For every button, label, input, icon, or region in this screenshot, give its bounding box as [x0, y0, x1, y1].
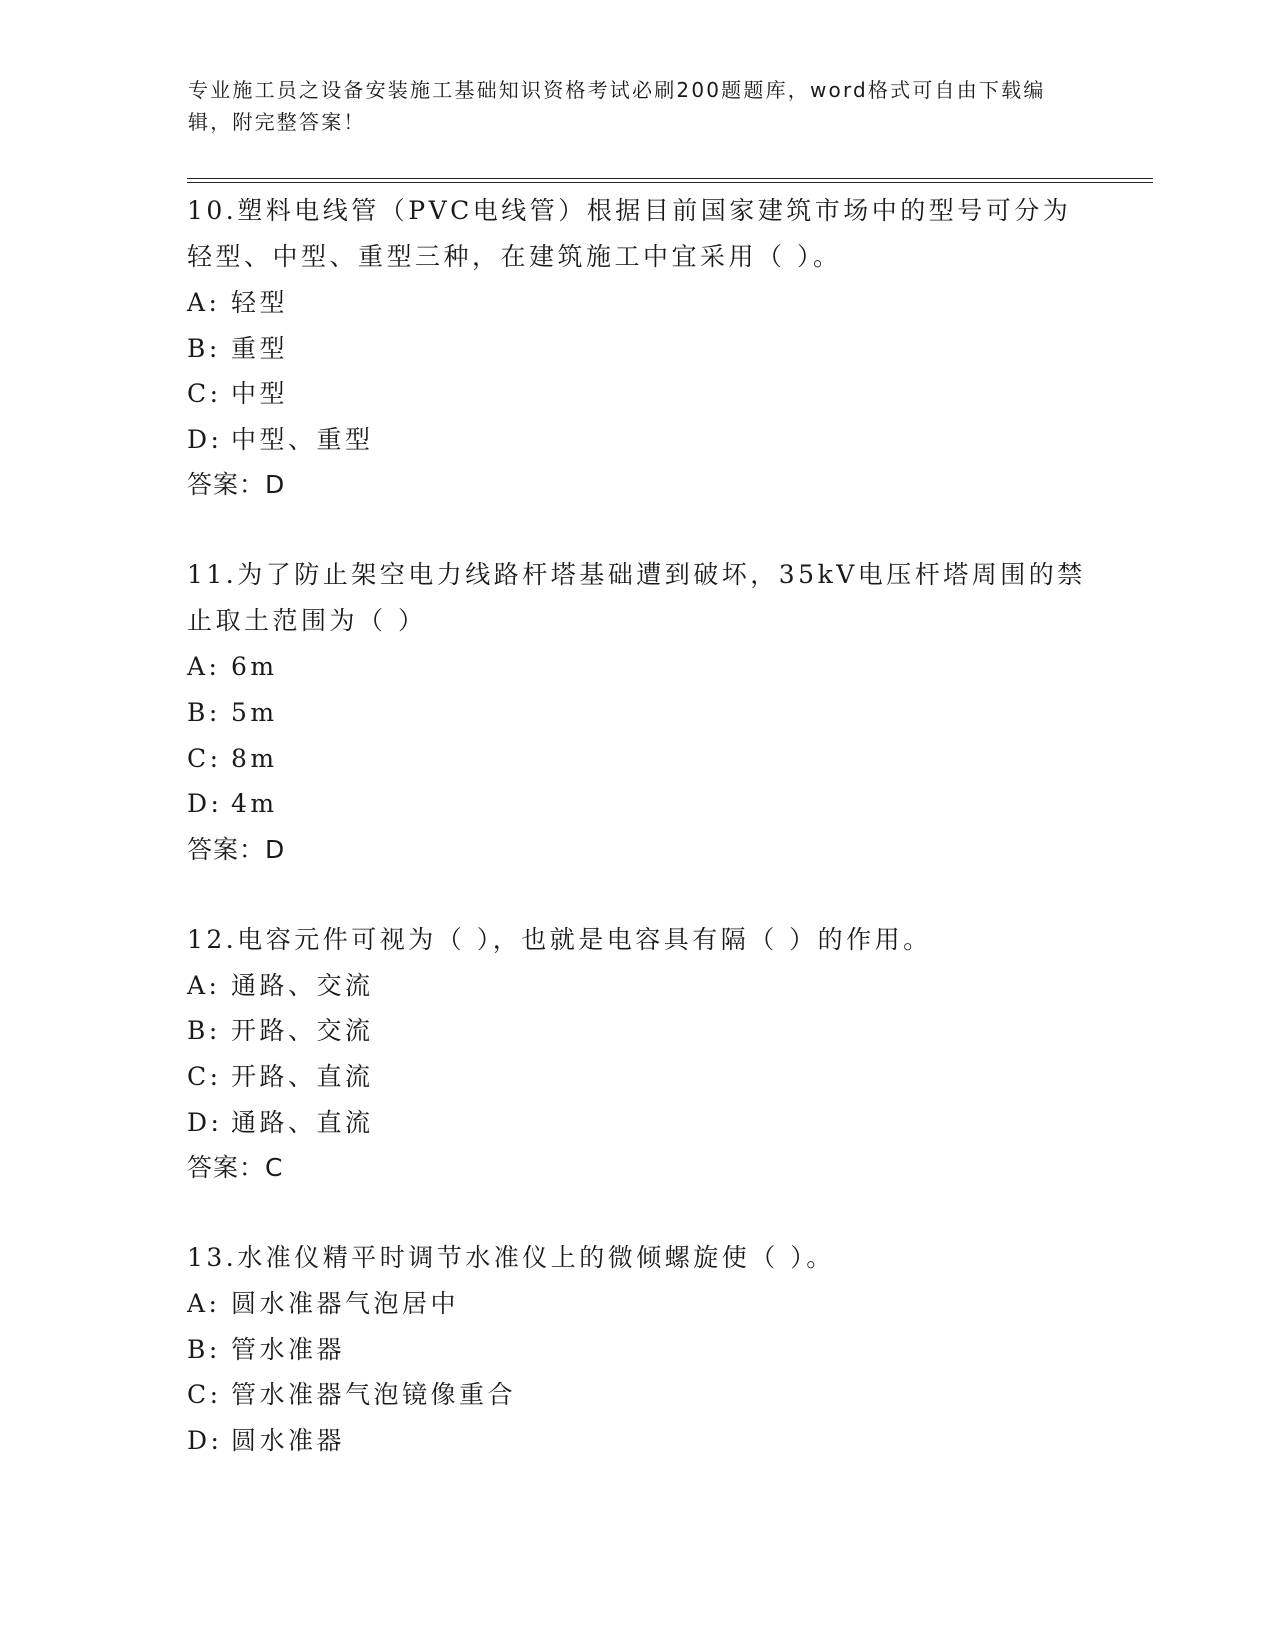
- option-a: [187, 1281, 1087, 1327]
- question-13: [187, 1235, 1087, 1463]
- header-divider-bottom: [187, 182, 1153, 183]
- option-c: [187, 1054, 1087, 1100]
- header-divider-top: [187, 178, 1153, 179]
- option-key: A:: [187, 970, 221, 1000]
- option-text: 开路、直流: [231, 1061, 374, 1091]
- option-d: [187, 1100, 1087, 1146]
- option-b: [187, 1008, 1087, 1054]
- question-stem: 12.电容元件可视为（ ），也就是电容具有隔（ ）的作用。: [187, 924, 932, 954]
- option-a: [187, 280, 1087, 326]
- question-11: [187, 552, 1087, 872]
- option-key: C:: [187, 379, 222, 409]
- option-text: 4m: [231, 789, 278, 819]
- option-key: B:: [187, 1334, 221, 1364]
- spacer: [187, 873, 1087, 917]
- option-text: 圆水准器: [231, 1425, 346, 1455]
- option-text: 中型: [231, 379, 289, 409]
- option-key: B:: [187, 1016, 221, 1046]
- document-header: 专业施工员之设备安装施工基础知识资格考试必刷200题题库，word格式可自由下载编辑，附完整答案！: [188, 78, 1046, 134]
- option-d: [187, 1418, 1087, 1464]
- question-10: [187, 188, 1087, 508]
- option-key: D:: [187, 1107, 223, 1137]
- option-d: [187, 417, 1087, 463]
- option-key: C:: [187, 743, 222, 773]
- option-key: C:: [187, 1380, 222, 1410]
- option-key: D:: [187, 789, 223, 819]
- answer-line: 答案：D: [187, 834, 286, 864]
- option-b: [187, 326, 1087, 372]
- option-key: A:: [187, 652, 221, 682]
- option-c: [187, 371, 1087, 417]
- option-b: [187, 690, 1087, 736]
- option-key: B:: [187, 697, 221, 727]
- question-list: [187, 188, 1087, 1464]
- option-key: D:: [187, 1425, 223, 1455]
- option-key: A:: [187, 1289, 221, 1319]
- option-text: 重型: [231, 333, 289, 363]
- option-key: C:: [187, 1061, 222, 1091]
- option-text: 管水准器: [231, 1334, 346, 1364]
- option-text: 中型、重型: [231, 424, 374, 454]
- option-text: 通路、交流: [231, 970, 374, 1000]
- question-stem: 10.塑料电线管（PVC电线管）根据目前国家建筑市场中的型号可分为轻型、中型、重型三种，在建筑施工中宜采用（ ）。: [187, 196, 1072, 271]
- answer-line: 答案：D: [187, 470, 286, 500]
- option-c: [187, 1372, 1087, 1418]
- option-a: [187, 963, 1087, 1009]
- question-stem: 13.水准仪精平时调节水准仪上的微倾螺旋使（ ）。: [187, 1243, 835, 1273]
- option-key: D:: [187, 424, 223, 454]
- question-stem: 11.为了防止架空电力线路杆塔基础遭到破坏，35kV电压杆塔周围的禁止取土范围为（ ）: [187, 560, 1086, 636]
- option-a: [187, 644, 1087, 690]
- option-text: 轻型: [231, 288, 289, 317]
- option-text: 5m: [231, 697, 278, 727]
- option-text: 圆水准器气泡居中: [231, 1289, 460, 1319]
- spacer: [187, 1191, 1087, 1235]
- option-key: B:: [187, 333, 221, 363]
- option-text: 6m: [231, 652, 278, 682]
- option-key: A:: [187, 288, 221, 317]
- spacer: [187, 508, 1087, 552]
- option-c: [187, 736, 1087, 782]
- option-b: [187, 1327, 1087, 1373]
- option-text: 8m: [231, 743, 278, 773]
- option-text: 通路、直流: [231, 1107, 374, 1137]
- option-text: 开路、交流: [231, 1016, 374, 1046]
- option-text: 管水准器气泡镜像重合: [231, 1380, 517, 1410]
- answer-line: 答案：C: [187, 1153, 284, 1183]
- question-12: [187, 917, 1087, 1191]
- option-d: [187, 781, 1087, 827]
